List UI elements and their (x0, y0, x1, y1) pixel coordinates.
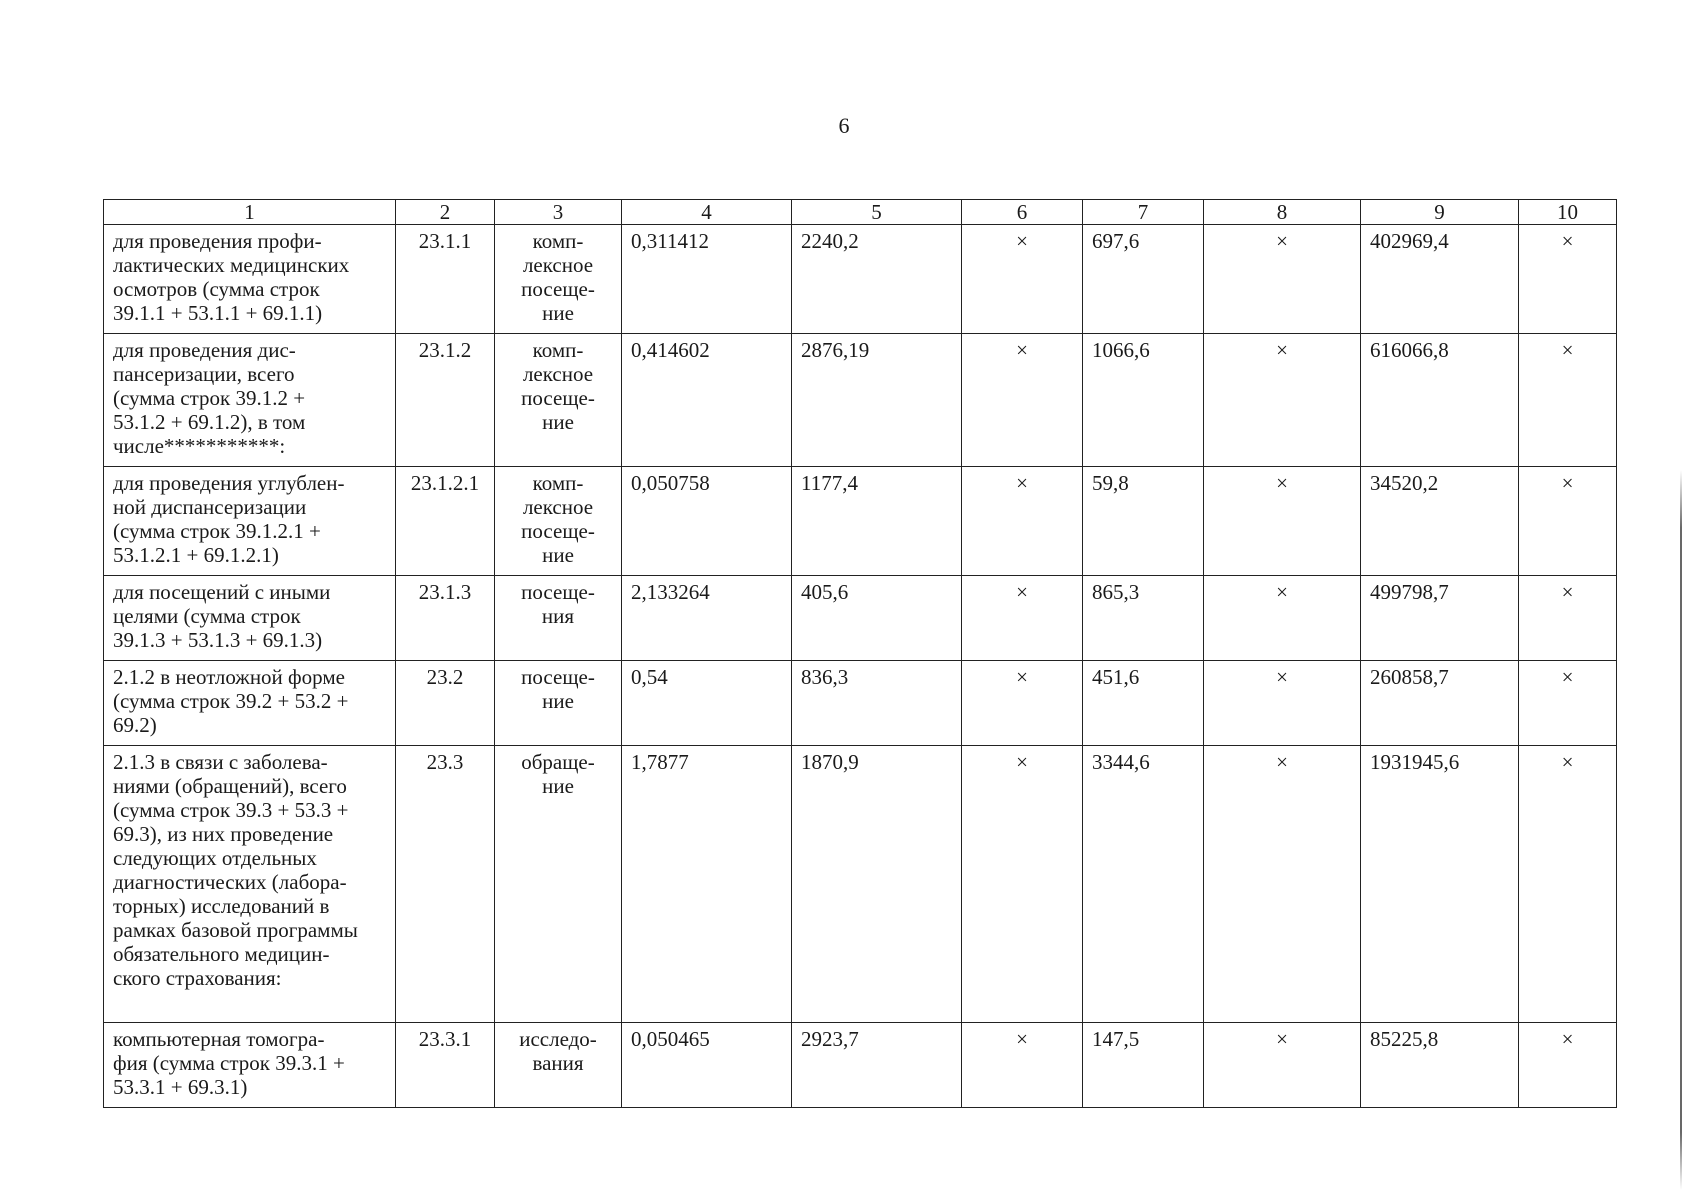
row-unit: посеще- ния (495, 576, 622, 661)
cell-col-8: × (1204, 467, 1361, 576)
cell-col-9: 260858,7 (1361, 661, 1519, 746)
cell-col-5: 1177,4 (792, 467, 962, 576)
cell-col-5: 2876,19 (792, 334, 962, 467)
cell-col-7: 697,6 (1083, 225, 1204, 334)
cell-col-9: 499798,7 (1361, 576, 1519, 661)
row-code: 23.1.2.1 (396, 467, 495, 576)
column-header: 3 (495, 200, 622, 225)
cell-col-5: 2923,7 (792, 1023, 962, 1108)
table-row (104, 1023, 1617, 1108)
scan-edge-artifact (1680, 470, 1682, 1190)
cell-col-8: × (1204, 576, 1361, 661)
row-description: для проведения углублен- ной диспансеризации (сумма строк 39.1.2.1 + 53.1.2.1 + 69.1.2.1) (104, 467, 396, 576)
column-header: 5 (792, 200, 962, 225)
cell-col-4: 0,414602 (622, 334, 792, 467)
cell-col-7: 59,8 (1083, 467, 1204, 576)
cell-col-8: × (1204, 1023, 1361, 1108)
cell-col-8: × (1204, 225, 1361, 334)
cell-col-4: 0,311412 (622, 225, 792, 334)
row-description: 2.1.2 в неотложной форме (сумма строк 39.2 + 53.2 + 69.2) (104, 661, 396, 746)
cell-col-4: 0,050758 (622, 467, 792, 576)
cell-col-8: × (1204, 746, 1361, 1023)
cell-col-9: 1931945,6 (1361, 746, 1519, 1023)
page-number: 6 (838, 113, 850, 138)
cell-col-4: 2,133264 (622, 576, 792, 661)
cell-col-10: × (1519, 467, 1617, 576)
column-header: 1 (104, 200, 396, 225)
column-header: 6 (962, 200, 1083, 225)
table-row (104, 467, 1617, 576)
cell-col-6: × (962, 334, 1083, 467)
row-unit: посеще- ние (495, 661, 622, 746)
row-code: 23.1.3 (396, 576, 495, 661)
cell-col-5: 836,3 (792, 661, 962, 746)
row-description: компьютерная томогра- фия (сумма строк 39.3.1 + 53.3.1 + 69.3.1) (104, 1023, 396, 1108)
cell-col-7: 451,6 (1083, 661, 1204, 746)
row-description: для проведения профи- лактических медицинских осмотров (сумма строк 39.1.1 + 53.1.1 + 69.1.1) (104, 225, 396, 334)
table-row (104, 225, 1617, 334)
row-description: для посещений с иными целями (сумма строк 39.1.3 + 53.1.3 + 69.1.3) (104, 576, 396, 661)
cell-col-4: 1,7877 (622, 746, 792, 1023)
data-table (103, 199, 1617, 1108)
cell-col-4: 0,54 (622, 661, 792, 746)
cell-col-9: 402969,4 (1361, 225, 1519, 334)
column-header: 4 (622, 200, 792, 225)
table-row (104, 334, 1617, 467)
cell-col-9: 34520,2 (1361, 467, 1519, 576)
column-header: 7 (1083, 200, 1204, 225)
row-description: 2.1.3 в связи с заболева- ниями (обращений), всего (сумма строк 39.3 + 53.3 + 69.3), из них проведение следующих отдельных диагностических (лабора- торных) исследований в рамках базовой программы обязательного медицин- ского страхования: (104, 746, 396, 1023)
row-unit: обраще- ние (495, 746, 622, 1023)
row-code: 23.3.1 (396, 1023, 495, 1108)
column-header: 8 (1204, 200, 1361, 225)
cell-col-6: × (962, 661, 1083, 746)
cell-col-7: 865,3 (1083, 576, 1204, 661)
table-row (104, 746, 1617, 1023)
cell-col-9: 85225,8 (1361, 1023, 1519, 1108)
row-code: 23.1.1 (396, 225, 495, 334)
row-code: 23.3 (396, 746, 495, 1023)
row-unit: комп- лексное посеще- ние (495, 467, 622, 576)
cell-col-7: 3344,6 (1083, 746, 1204, 1023)
table-row (104, 661, 1617, 746)
cell-col-6: × (962, 1023, 1083, 1108)
cell-col-10: × (1519, 661, 1617, 746)
cell-col-6: × (962, 746, 1083, 1023)
cell-col-10: × (1519, 576, 1617, 661)
row-unit: комп- лексное посеще- ние (495, 225, 622, 334)
row-description: для проведения дис- пансеризации, всего (сумма строк 39.1.2 + 53.1.2 + 69.1.2), в том числе***********: (104, 334, 396, 467)
cell-col-8: × (1204, 334, 1361, 467)
cell-col-7: 147,5 (1083, 1023, 1204, 1108)
column-header: 9 (1361, 200, 1519, 225)
cell-col-8: × (1204, 661, 1361, 746)
cell-col-6: × (962, 467, 1083, 576)
cell-col-5: 1870,9 (792, 746, 962, 1023)
cell-col-10: × (1519, 225, 1617, 334)
column-header: 10 (1519, 200, 1617, 225)
row-unit: исследо- вания (495, 1023, 622, 1108)
cell-col-10: × (1519, 746, 1617, 1023)
table-row (104, 576, 1617, 661)
row-code: 23.2 (396, 661, 495, 746)
cell-col-6: × (962, 576, 1083, 661)
cell-col-10: × (1519, 334, 1617, 467)
column-header: 2 (396, 200, 495, 225)
row-code: 23.1.2 (396, 334, 495, 467)
cell-col-9: 616066,8 (1361, 334, 1519, 467)
row-unit: комп- лексное посеще- ние (495, 334, 622, 467)
cell-col-6: × (962, 225, 1083, 334)
cell-col-5: 2240,2 (792, 225, 962, 334)
cell-col-10: × (1519, 1023, 1617, 1108)
cell-col-4: 0,050465 (622, 1023, 792, 1108)
cell-col-7: 1066,6 (1083, 334, 1204, 467)
cell-col-5: 405,6 (792, 576, 962, 661)
table-header-row (104, 200, 1617, 225)
